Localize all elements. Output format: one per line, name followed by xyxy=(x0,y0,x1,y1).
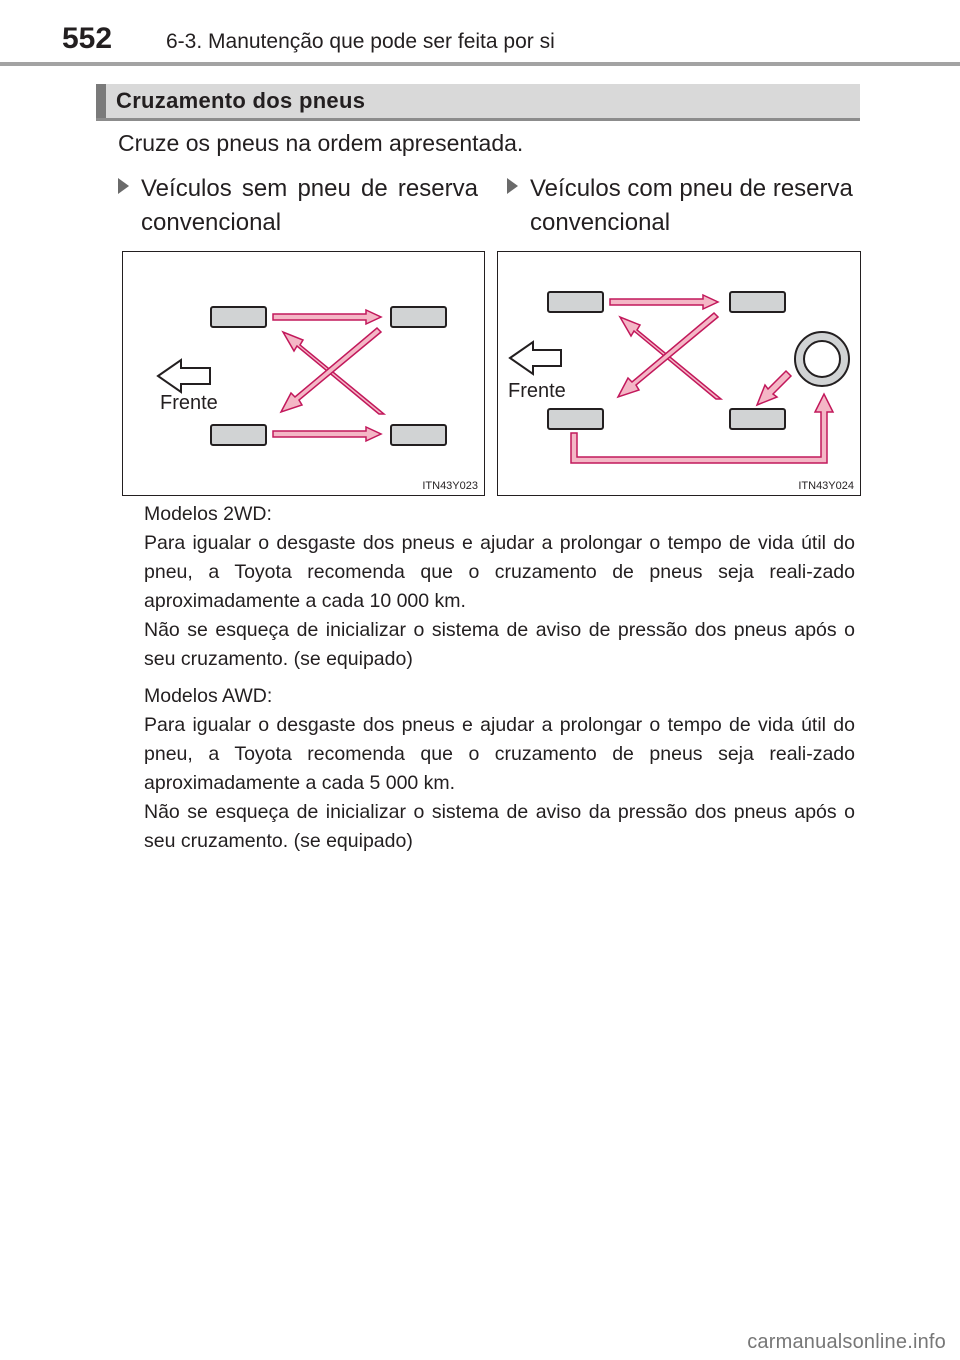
models-awd-block xyxy=(144,682,855,856)
models-2wd-block xyxy=(144,500,855,674)
column-heading-right-line1 xyxy=(507,172,862,206)
tire-rear-left xyxy=(391,307,446,327)
models-2wd-paragraph-2: Não se esqueça de inicializar o sistema de aviso de pressão dos pneus após o seu cruzamento. (se equipado) xyxy=(144,619,855,670)
front-direction-arrow-icon xyxy=(158,360,210,392)
intro-text: Cruze os pneus na ordem apresentada. xyxy=(118,130,524,156)
column-heading-right xyxy=(507,172,862,240)
heading-word: reserva xyxy=(397,175,478,202)
column-heading-left-line2: convencional xyxy=(141,209,282,236)
models-awd-heading: Modelos AWD: xyxy=(144,685,273,707)
models-awd-paragraph-2: Não se esqueça de inicializar o sistema de aviso da pressão dos pneus após o seu cruzamento. (se equipado) xyxy=(144,801,855,852)
spare-tire-inner xyxy=(804,341,840,377)
tire-front-left xyxy=(211,307,266,327)
rotation-diagram-no-spare xyxy=(123,252,486,497)
front-direction-arrow-icon xyxy=(510,342,561,374)
column-heading-left-line1 xyxy=(118,172,478,206)
tire-rear-right xyxy=(391,425,446,445)
front-label: Frente xyxy=(508,380,566,402)
heading-word: Veículos xyxy=(141,175,232,202)
models-awd-paragraph-1: Para igualar o desgaste dos pneus e ajudar a prolongar o tempo de vida útil do pneu, a Toyota recomenda que o cruzamento de pneus seja reali-zado aproximadamente a cada 5 000 km. xyxy=(144,714,855,794)
column-heading-right-line2: convencional xyxy=(530,209,671,236)
tire-front-left xyxy=(548,292,603,312)
section-title: Cruzamento dos pneus xyxy=(116,88,366,113)
figure-rotation-with-spare xyxy=(497,251,861,496)
arrow-bottom xyxy=(273,427,381,441)
arrow-top xyxy=(273,310,381,324)
models-2wd-paragraph-1: Para igualar o desgaste dos pneus e ajudar a prolongar o tempo de vida útil do pneu, a Toyota recomenda que o cruzamento de pneus seja reali-zado aproximadamente a cada 10 000 km. xyxy=(144,532,855,612)
figure-code: ITN43Y023 xyxy=(422,480,478,492)
rotation-diagram-with-spare xyxy=(498,252,862,497)
heading-word: de xyxy=(361,175,388,202)
header-rule xyxy=(0,62,960,66)
tire-rear-right xyxy=(730,409,785,429)
section-bar-accent xyxy=(96,84,106,118)
triangle-bullet-icon xyxy=(507,178,518,194)
arrow-top xyxy=(610,295,718,309)
chapter-header: 6-3. Manutenção que pode ser feita por si xyxy=(166,30,555,53)
tire-front-right xyxy=(548,409,603,429)
figure-code: ITN43Y024 xyxy=(798,480,854,492)
page-number: 552 xyxy=(62,22,113,55)
heading-word: pneu xyxy=(297,175,351,202)
tire-front-right xyxy=(211,425,266,445)
footer-watermark: carmanualsonline.info xyxy=(747,1331,946,1353)
arrow-loop-to-spare xyxy=(571,394,833,463)
heading-text: Veículos com pneu de reserva xyxy=(530,175,853,202)
section-bar xyxy=(96,84,860,121)
figure-rotation-no-spare xyxy=(122,251,485,496)
column-heading-left xyxy=(118,172,478,240)
models-2wd-heading: Modelos 2WD: xyxy=(144,503,272,525)
arrow-spare-to-rear xyxy=(757,371,791,405)
triangle-bullet-icon xyxy=(118,178,129,194)
front-label: Frente xyxy=(160,392,218,414)
tire-rear-left xyxy=(730,292,785,312)
heading-word: sem xyxy=(241,175,288,202)
